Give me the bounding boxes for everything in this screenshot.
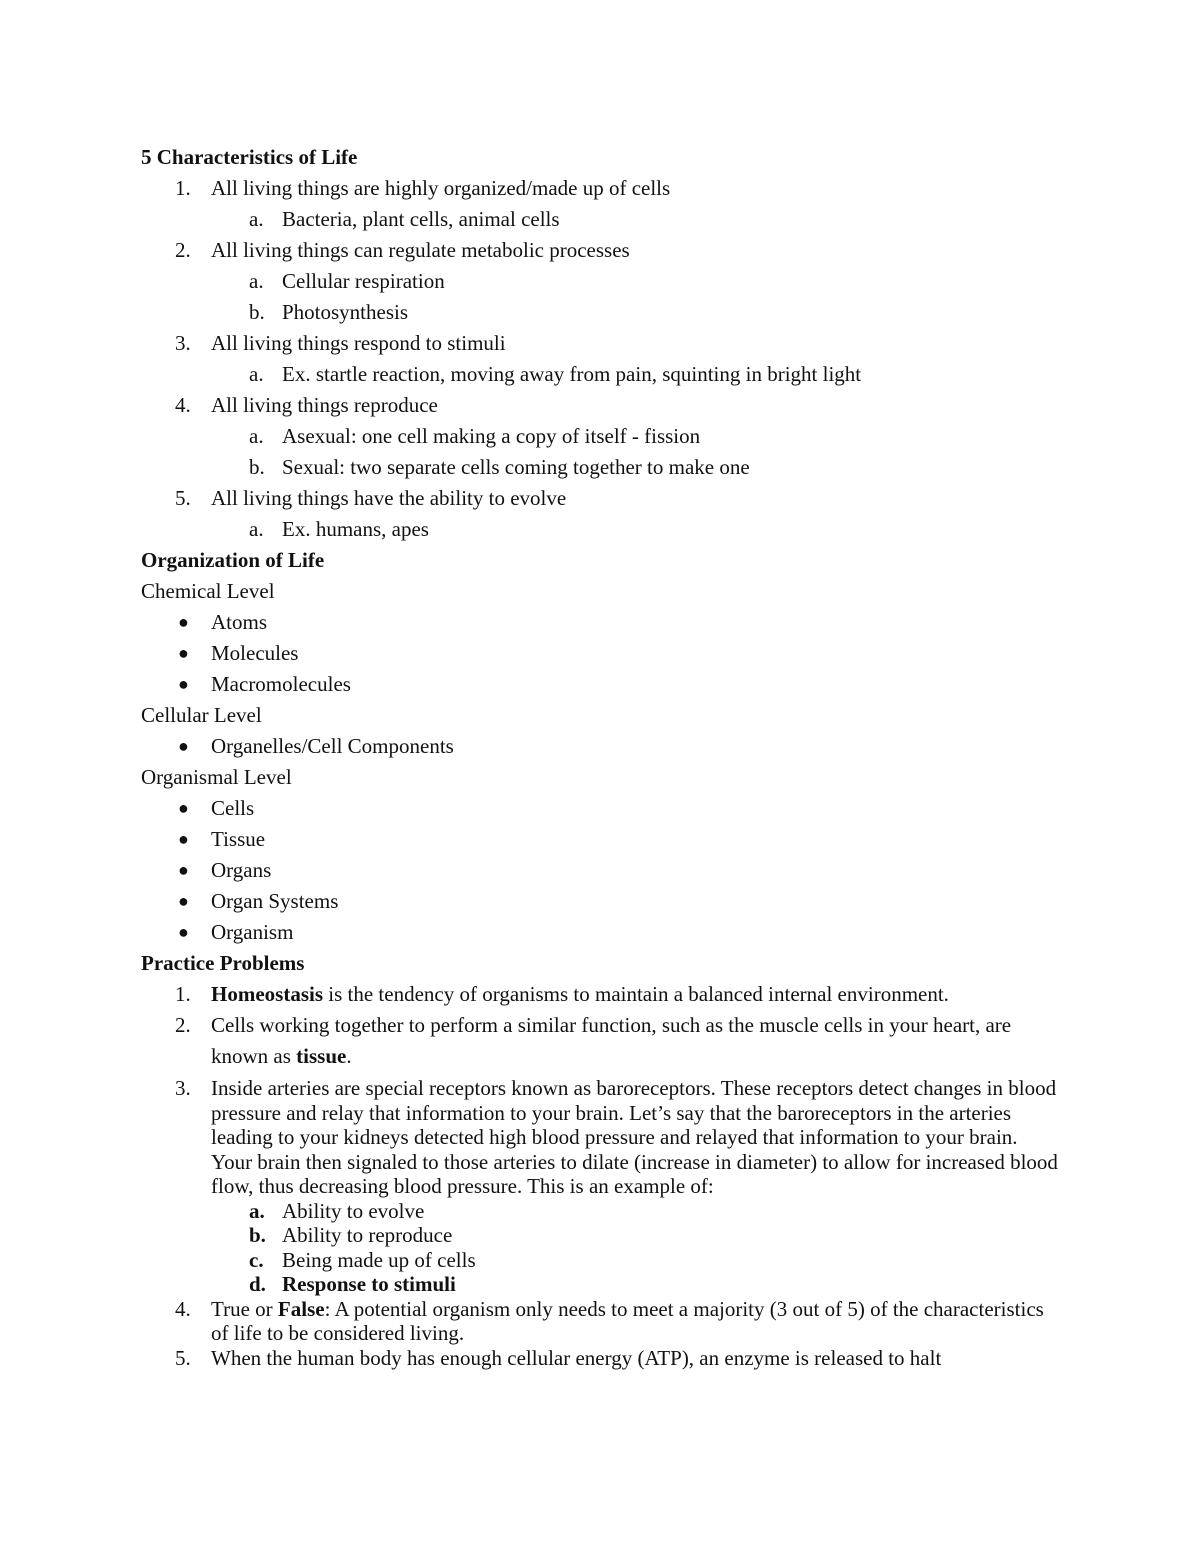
bold-term: Homeostasis	[211, 982, 323, 1006]
problem-2	[141, 1010, 1061, 1072]
list-text: All living things respond to stimuli	[211, 331, 506, 355]
bullet-icon: ●	[178, 798, 189, 818]
bullet-item	[141, 607, 1061, 638]
sub-list-text: Cellular respiration	[282, 269, 445, 293]
heading-organization: Organization of Life	[141, 548, 325, 572]
option-text: Response to stimuli	[282, 1272, 456, 1296]
answer-option	[141, 1223, 1061, 1248]
list-text: All living things have the ability to evolve	[211, 486, 567, 510]
sub-list-text: Photosynthesis	[282, 300, 409, 324]
bullet-item	[141, 638, 1061, 669]
problem-text: is the tendency of organisms to maintain a balanced internal environment.	[323, 982, 949, 1006]
sub-list-letter: a.	[249, 424, 264, 448]
sub-list-text: Ex. humans, apes	[282, 517, 429, 541]
list-number: 4.	[175, 1296, 191, 1321]
list-text: All living things are highly organized/made up of cells	[211, 176, 671, 200]
option-text: Ability to reproduce	[282, 1223, 453, 1247]
list-text: All living things can regulate metabolic processes	[211, 238, 630, 262]
bullet-text: Cells	[211, 796, 255, 820]
list-item	[141, 483, 1061, 514]
bullet-text: Organelles/Cell Components	[211, 734, 454, 758]
bullet-item	[141, 917, 1061, 948]
sub-list-letter: b.	[249, 455, 265, 479]
bullet-item	[141, 855, 1061, 886]
option-letter: c.	[249, 1247, 264, 1272]
problem-text: Inside arteries are special receptors known as baroreceptors. These receptors detect changes in blood pressure and relay that information to your brain. Let’s say that the baroreceptors in the arteries leading to your kidneys detected high blood pressure and relayed that information to your brain. Your brain then signaled to those arteries to dilate (increase in diameter) to allow for increased blood flow, thus decreasing blood pressure. This is an example of:	[211, 1076, 1058, 1198]
problem-3	[141, 1076, 1061, 1199]
sub-list-letter: a.	[249, 517, 264, 541]
problem-text: When the human body has enough cellular energy (ATP), an enzyme is released to halt	[211, 1345, 942, 1370]
bullet-icon: ●	[178, 736, 189, 756]
list-number: 3.	[175, 1076, 191, 1100]
problem-5	[141, 1346, 1061, 1371]
list-number: 1.	[175, 176, 191, 200]
option-letter: b.	[249, 1223, 266, 1247]
bullet-text: Molecules	[211, 641, 299, 665]
bullet-icon: ●	[178, 922, 189, 942]
answer-option	[141, 1248, 1061, 1273]
list-item	[141, 328, 1061, 359]
list-number: 5.	[175, 1345, 191, 1370]
list-number: 1.	[175, 982, 191, 1006]
bold-term: tissue	[296, 1044, 347, 1068]
level-title: Chemical Level	[141, 579, 275, 603]
bullet-item	[141, 731, 1061, 762]
level-title: Cellular Level	[141, 703, 262, 727]
bullet-text: Organs	[211, 858, 272, 882]
bullet-text: Organism	[211, 920, 294, 944]
sub-list-text: Sexual: two separate cells coming together to make one	[282, 455, 750, 479]
sub-list-letter: b.	[249, 300, 265, 324]
list-number: 4.	[175, 393, 191, 417]
sub-list-text: Bacteria, plant cells, animal cells	[282, 207, 560, 231]
option-text: Ability to evolve	[282, 1198, 425, 1223]
sub-list-item	[141, 266, 1061, 297]
sub-list-letter: a.	[249, 362, 264, 386]
sub-list-item	[141, 297, 1061, 328]
sub-list-text: Asexual: one cell making a copy of itself - fission	[282, 424, 701, 448]
answer-option	[141, 1199, 1061, 1224]
list-text: All living things reproduce	[211, 393, 438, 417]
sub-list-item	[141, 204, 1061, 235]
option-letter: a.	[249, 1198, 265, 1223]
bullet-item	[141, 669, 1061, 700]
bullet-icon: ●	[178, 643, 189, 663]
list-item	[141, 173, 1061, 204]
option-letter: d.	[249, 1272, 266, 1296]
bullet-text: Atoms	[211, 610, 268, 634]
list-number: 3.	[175, 331, 191, 355]
sub-list-item	[141, 421, 1061, 452]
option-text: Being made up of cells	[282, 1247, 476, 1272]
sub-list-item	[141, 452, 1061, 483]
sub-list-letter: a.	[249, 269, 264, 293]
problem-text: Cells working together to perform a similar function, such as the muscle cells in your heart, are known as	[211, 1013, 1012, 1068]
bullet-text: Tissue	[211, 827, 266, 851]
list-item	[141, 235, 1061, 266]
bullet-icon: ●	[178, 612, 189, 632]
list-number: 2.	[175, 1013, 191, 1037]
bullet-icon: ●	[178, 829, 189, 849]
bullet-item	[141, 824, 1061, 855]
sub-list-item	[141, 359, 1061, 390]
problem-4	[141, 1297, 1061, 1346]
answer-option-correct	[141, 1272, 1061, 1297]
bullet-item	[141, 886, 1061, 917]
bold-term: False	[277, 1296, 325, 1321]
bullet-icon: ●	[178, 860, 189, 880]
list-number: 5.	[175, 486, 191, 510]
level-title: Organismal Level	[141, 765, 292, 789]
list-number: 2.	[175, 238, 191, 262]
list-item	[141, 390, 1061, 421]
heading-practice: Practice Problems	[141, 951, 305, 975]
bullet-item	[141, 793, 1061, 824]
sub-list-item	[141, 514, 1061, 545]
problem-1	[141, 979, 1061, 1010]
sub-list-letter: a.	[249, 207, 264, 231]
bullet-text: Organ Systems	[211, 889, 339, 913]
heading-characteristics: 5 Characteristics of Life	[141, 145, 358, 169]
bullet-icon: ●	[178, 891, 189, 911]
problem-text-end: .	[346, 1044, 352, 1068]
bullet-text: Macromolecules	[211, 672, 351, 696]
problem-text: True or	[211, 1296, 278, 1321]
problem-text-end: : A potential organism only needs to meet a majority (3 out of 5) of the characteristics of life to be considered living.	[211, 1296, 1044, 1345]
document-content	[141, 142, 1061, 1370]
sub-list-text: Ex. startle reaction, moving away from pain, squinting in bright light	[282, 362, 862, 386]
bullet-icon: ●	[178, 674, 189, 694]
